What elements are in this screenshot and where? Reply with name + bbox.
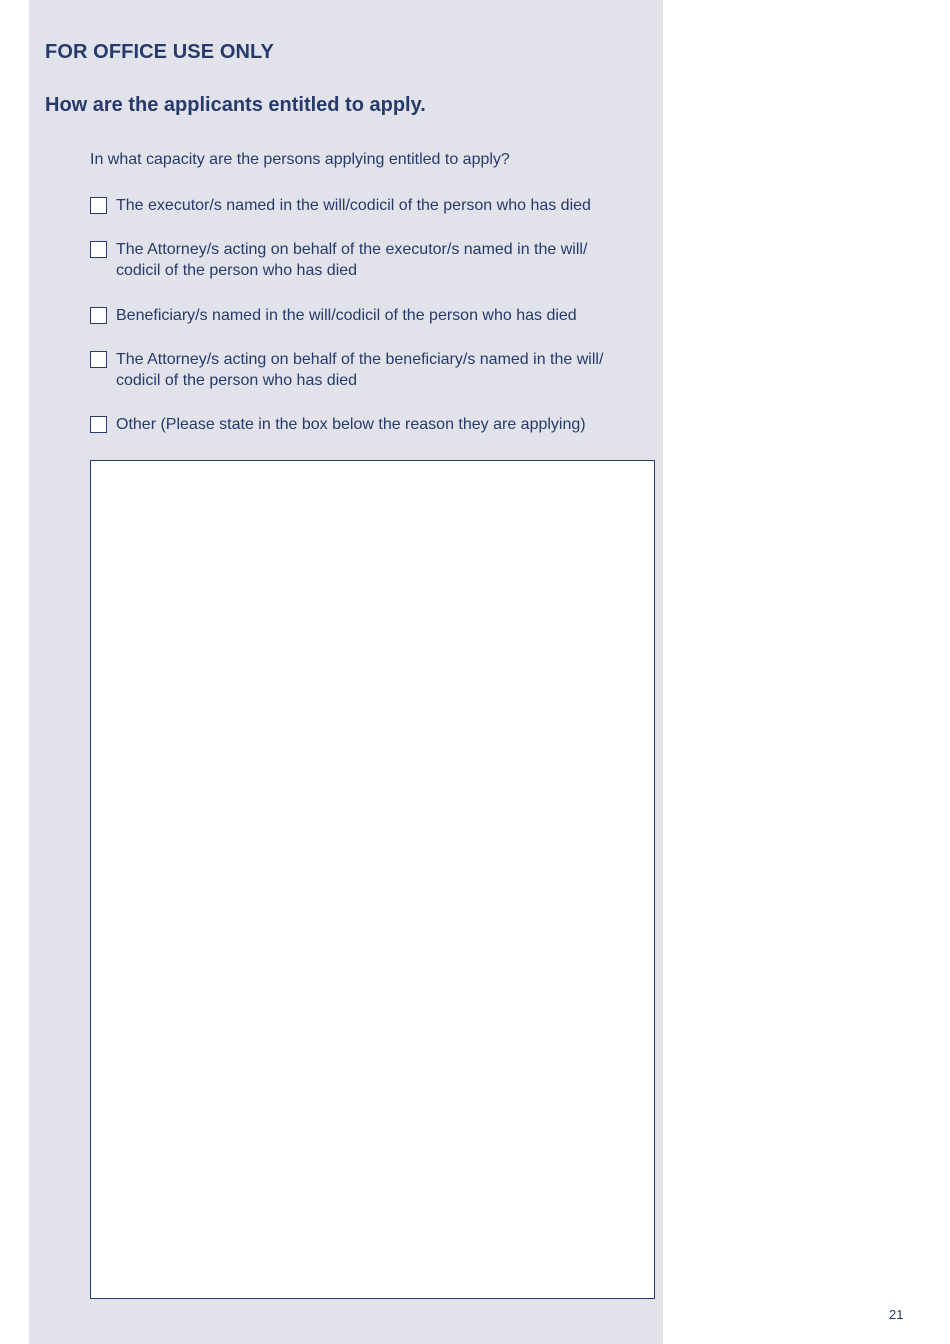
option-checkbox[interactable] — [90, 241, 107, 258]
option-checkbox[interactable] — [90, 351, 107, 368]
option-attorney-for-beneficiary[interactable] — [90, 349, 636, 391]
option-attorney-for-executor[interactable] — [90, 239, 636, 281]
option-label: The executor/s named in the will/codicil of the person who has died — [116, 197, 591, 214]
page-heading: How are the applicants entitled to apply. — [45, 94, 426, 116]
option-executor[interactable] — [90, 195, 636, 216]
option-checkbox[interactable] — [90, 416, 107, 433]
option-label: Beneficiary/s named in the will/codicil of the person who has died — [116, 307, 577, 324]
capacity-question: In what capacity are the persons applying entitled to apply? — [90, 151, 510, 168]
section-label: FOR OFFICE USE ONLY — [45, 41, 274, 63]
option-label: The Attorney/s acting on behalf of the beneficiary/s named in the will/ codicil of the person who has died — [116, 351, 604, 389]
option-checkbox[interactable] — [90, 197, 107, 214]
option-beneficiary[interactable] — [90, 305, 636, 326]
option-other[interactable] — [90, 414, 636, 435]
option-label: The Attorney/s acting on behalf of the executor/s named in the will/ codicil of the person who has died — [116, 241, 588, 279]
page-number: 21 — [889, 1307, 904, 1322]
other-reason-box[interactable] — [90, 460, 655, 1299]
option-label: Other (Please state in the box below the reason they are applying) — [116, 416, 586, 433]
option-checkbox[interactable] — [90, 307, 107, 324]
